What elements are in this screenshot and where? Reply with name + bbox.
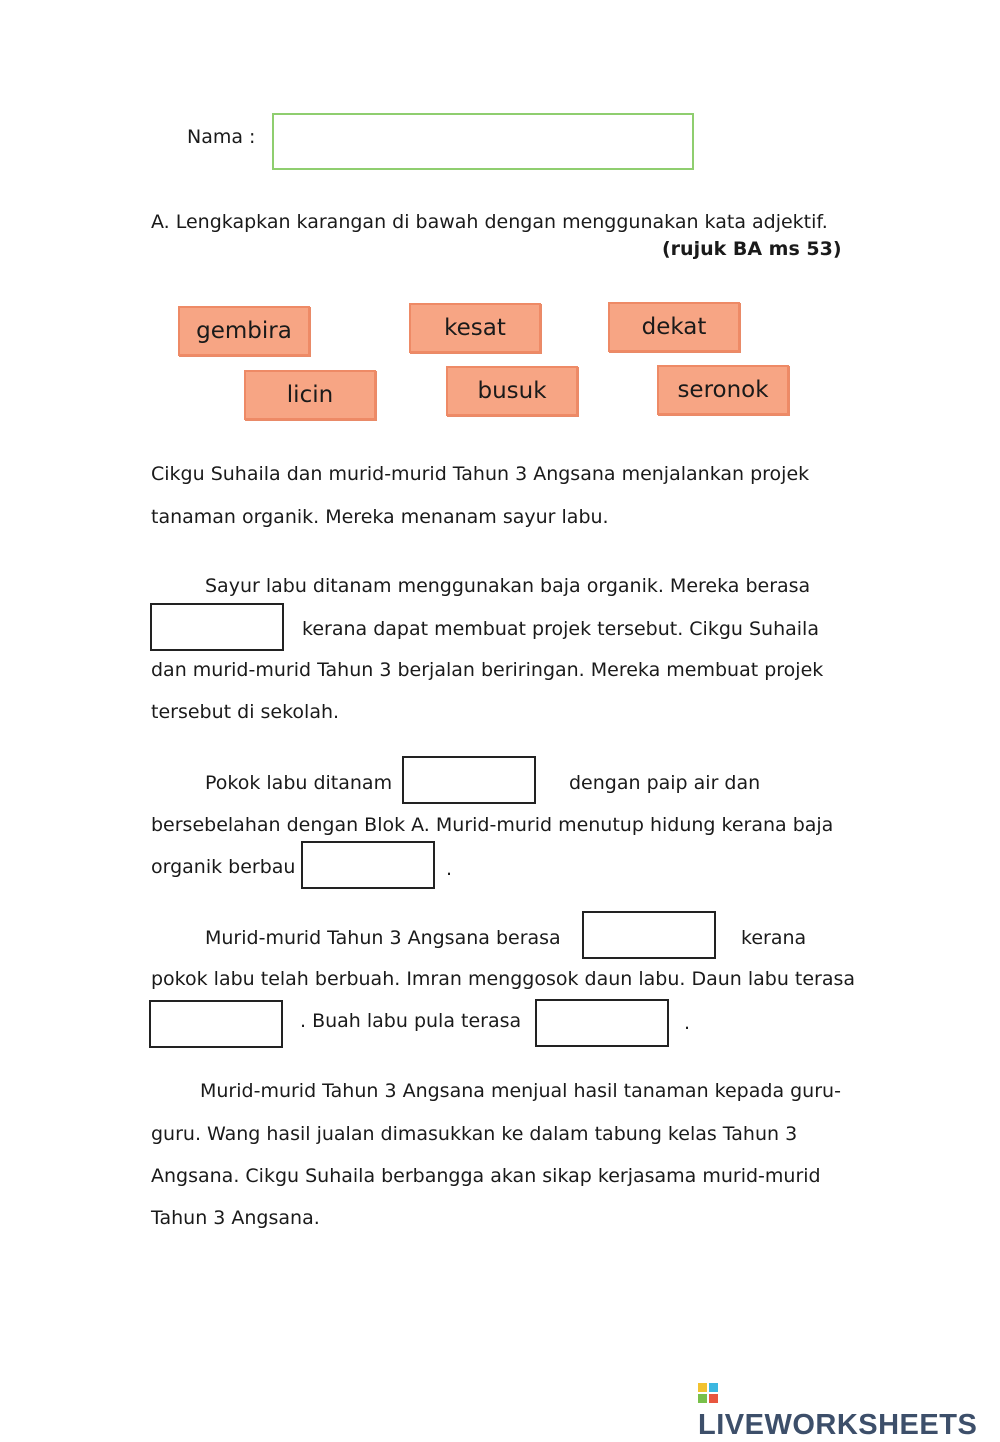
blank-3-input[interactable]: [301, 841, 435, 889]
paragraph-2-line-2: kerana dapat membuat projek tersebut. Cikgu Suhaila: [302, 618, 819, 640]
paragraph-4-period: .: [684, 1012, 691, 1034]
paragraph-3-line-1b: dengan paip air dan: [569, 772, 761, 794]
paragraph-5-line-4: Tahun 3 Angsana.: [151, 1207, 320, 1229]
paragraph-4-line-1b: kerana: [741, 927, 807, 949]
name-input[interactable]: [272, 113, 694, 170]
blank-1-input[interactable]: [150, 603, 284, 651]
word-card-busuk[interactable]: busuk: [446, 366, 578, 416]
word-card-seronok[interactable]: seronok: [657, 365, 789, 415]
paragraph-4-line-1a: Murid-murid Tahun 3 Angsana berasa: [205, 927, 561, 949]
paragraph-3-line-3: organik berbau: [151, 856, 296, 878]
paragraph-3-line-1a: Pokok labu ditanam: [205, 772, 393, 794]
paragraph-3-period: .: [446, 858, 453, 880]
paragraph-3-line-2: bersebelahan dengan Blok A. Murid-murid menutup hidung kerana baja: [151, 814, 834, 836]
instruction-reference: (rujuk BA ms 53): [662, 238, 842, 260]
paragraph-4-line-3: . Buah labu pula terasa: [300, 1010, 522, 1032]
paragraph-5-line-1: Murid-murid Tahun 3 Angsana menjual hasil tanaman kepada guru-: [200, 1080, 841, 1102]
paragraph-1-line-2: tanaman organik. Mereka menanam sayur labu.: [151, 506, 609, 528]
blank-6-input[interactable]: [535, 999, 669, 1047]
paragraph-4-line-2: pokok labu telah berbuah. Imran menggosok daun labu. Daun labu terasa: [151, 968, 856, 990]
liveworksheets-logo-icon: [698, 1383, 718, 1403]
blank-4-input[interactable]: [582, 911, 716, 959]
liveworksheets-logo[interactable]: [698, 1376, 1000, 1442]
paragraph-2-line-3: dan murid-murid Tahun 3 berjalan beriringan. Mereka membuat projek: [151, 659, 824, 681]
name-label: Nama :: [187, 126, 256, 148]
paragraph-5-line-2: guru. Wang hasil jualan dimasukkan ke dalam tabung kelas Tahun 3: [151, 1123, 798, 1145]
paragraph-5-line-3: Angsana. Cikgu Suhaila berbangga akan sikap kerjasama murid-murid: [151, 1165, 821, 1187]
blank-5-input[interactable]: [149, 1000, 283, 1048]
paragraph-1-line-1: Cikgu Suhaila dan murid-murid Tahun 3 Angsana menjalankan projek: [151, 463, 810, 485]
paragraph-2-line-1: Sayur labu ditanam menggunakan baja organik. Mereka berasa: [205, 575, 811, 597]
paragraph-2-line-4: tersebut di sekolah.: [151, 701, 340, 723]
word-card-gembira[interactable]: gembira: [178, 306, 310, 356]
blank-2-input[interactable]: [402, 756, 536, 804]
word-card-dekat[interactable]: dekat: [608, 302, 740, 352]
instruction-text: A. Lengkapkan karangan di bawah dengan menggunakan kata adjektif.: [151, 211, 828, 233]
word-card-kesat[interactable]: kesat: [409, 303, 541, 353]
liveworksheets-logo-text: LIVEWORKSHEETS: [698, 1409, 978, 1441]
word-card-licin[interactable]: licin: [244, 370, 376, 420]
